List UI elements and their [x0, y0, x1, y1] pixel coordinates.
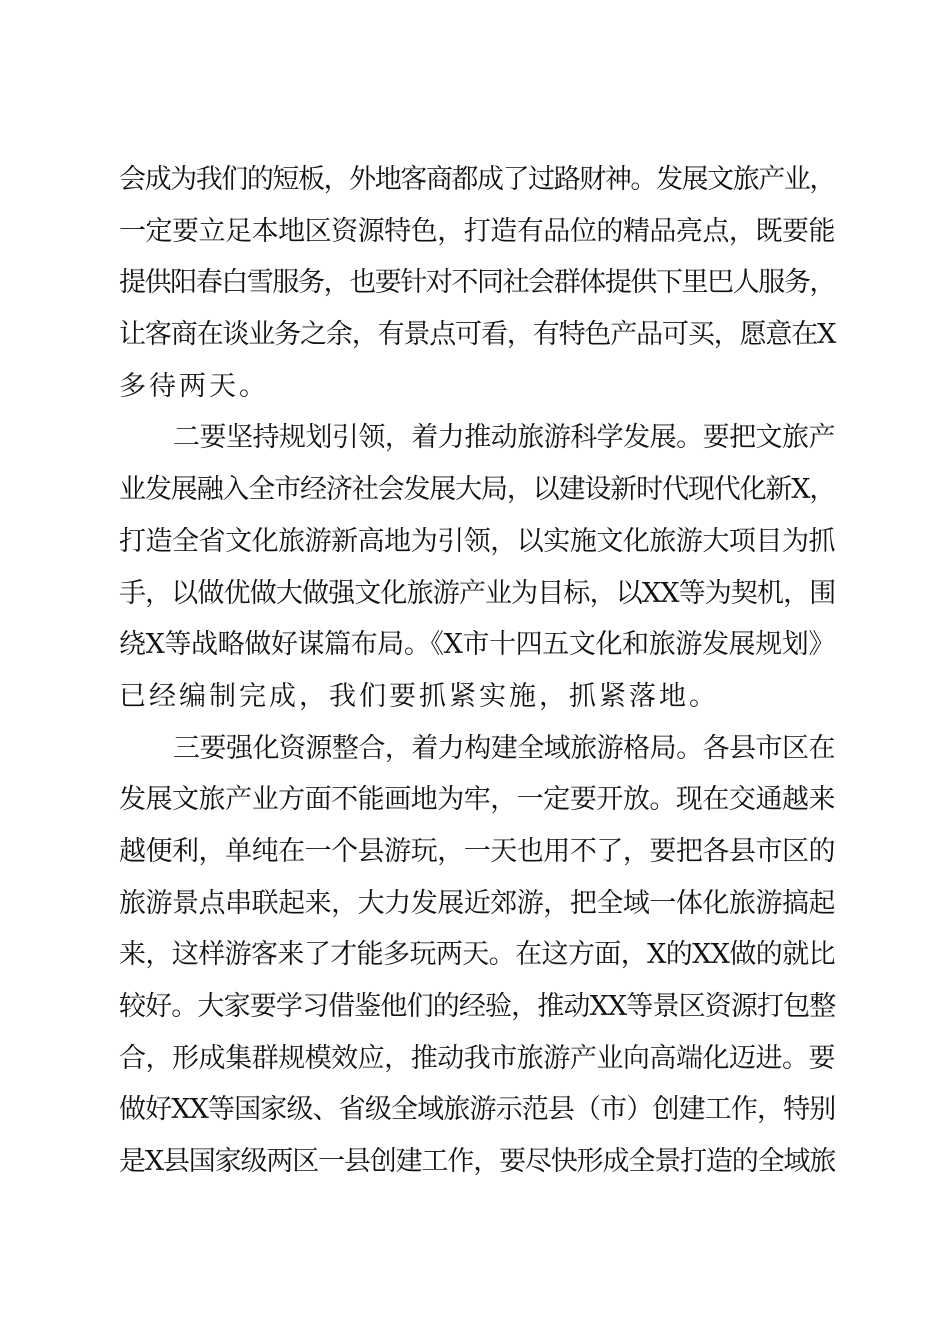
text-line: 打造全省文化旅游新高地为引领，以实施文化旅游大项目为抓 [119, 525, 835, 557]
text-line: 来，这样游客来了才能多玩两天。在这方面，X的XX做的就比 [119, 939, 835, 971]
text-line: 会成为我们的短板，外地客商都成了过路财神。发展文旅产业， [119, 164, 835, 195]
text-line: 已经编制完成，我们要抓紧实施，抓紧落地。 [119, 680, 719, 712]
text-line: 一定要立足本地区资源特色，打造有品位的精品亮点，既要能 [119, 215, 835, 247]
text-line: 手，以做优做大做强文化旅游产业为目标，以XX等为契机，围 [119, 577, 836, 609]
text-line: 越便利，单纯在一个县游玩，一天也用不了，要把各县市区的 [119, 835, 835, 867]
text-line: 较好。大家要学习借鉴他们的经验，推动XX等景区资源打包整 [119, 991, 836, 1022]
text-line: 合，形成集群规模效应，推动我市旅游产业向高端化迈进。要 [119, 1042, 835, 1074]
text-line: 二要坚持规划引领，着力推动旅游科学发展。要把文旅产 [173, 422, 835, 454]
text-line: 旅游景点串联起来，大力发展近郊游，把全域一体化旅游搞起 [119, 887, 835, 919]
text-line: 三要强化资源整合，着力构建全域旅游格局。各县市区在 [173, 732, 835, 764]
text-line: 业发展融入全市经济社会发展大局，以建设新时代现代化新X， [119, 474, 836, 506]
text-line: 绕X等战略做好谋篇布局。《X市十四五文化和旅游发展规划》 [119, 629, 835, 661]
text-line: 让客商在谈业务之余，有景点可看，有特色产品可买，愿意在X [119, 319, 836, 351]
text-line: 多待两天。 [119, 370, 269, 402]
text-line: 做好XX等国家级、省级全域旅游示范县（市）创建工作，特别 [119, 1094, 836, 1126]
text-line: 提供阳春白雪服务，也要针对不同社会群体提供下里巴人服务， [119, 267, 835, 299]
text-line: 是X县国家级两区一县创建工作，要尽快形成全景打造的全域旅 [119, 1146, 836, 1178]
document-body-text [119, 154, 835, 1188]
text-line: 发展文旅产业方面不能画地为牢，一定要开放。现在交通越来 [119, 784, 835, 816]
